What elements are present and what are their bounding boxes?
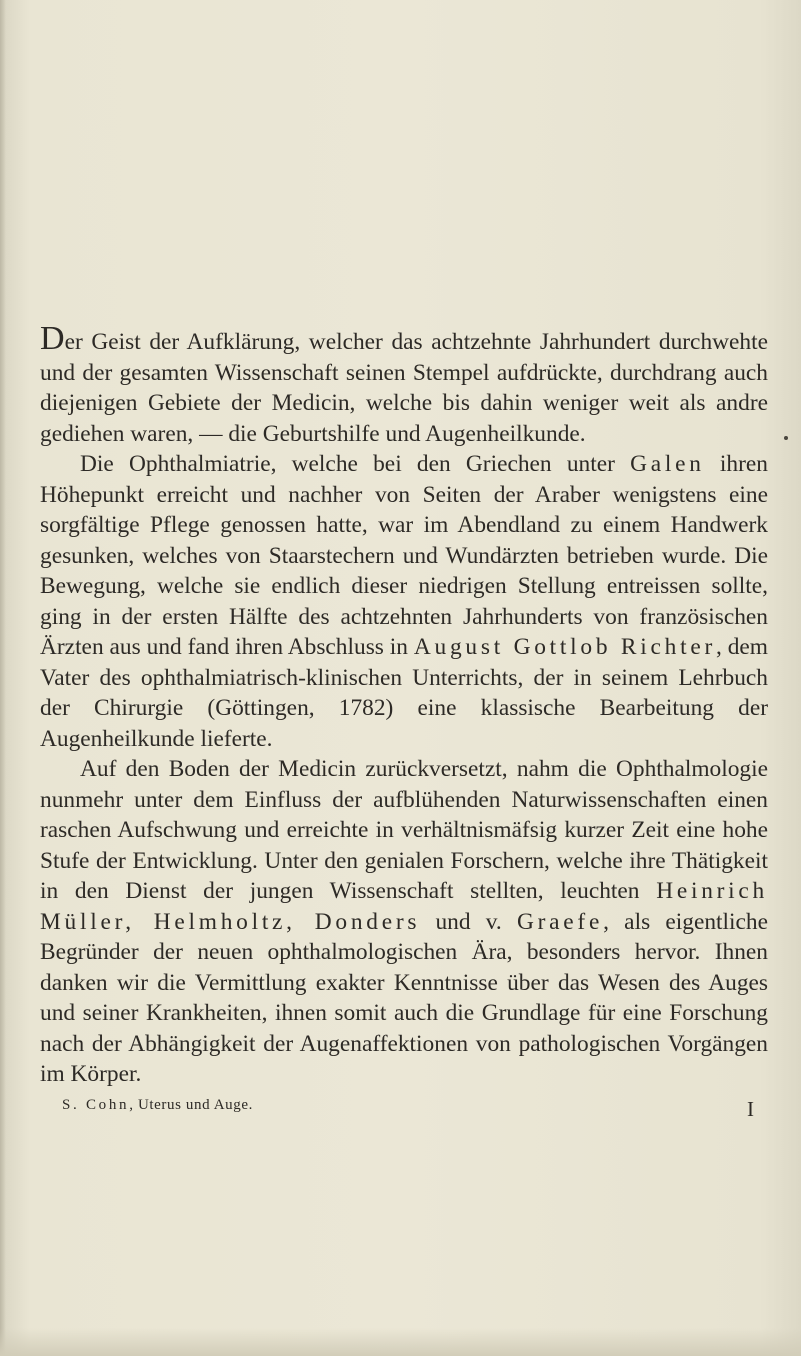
- footer-title: , Uterus und Auge.: [129, 1097, 253, 1113]
- drop-cap: D: [40, 320, 65, 357]
- name-graefe: Graefe: [517, 908, 604, 935]
- paragraph-2-part-3: , dem Vater des ophthalmiatrisch-klinischen Unterrichts, der in seinem Lehrbuch der Chirurgie (Göttingen, 1782) eine klassische Bearbeitung der Augenheilkunde lieferte.: [40, 634, 769, 752]
- body-text: [40, 320, 769, 1090]
- paragraph-2-part-2: ihren Höhepunkt erreicht und nachher von Seiten der Araber wenigstens eine sorgfältige Pflege genossen hatte, war im Abendland zu einem Handwerk gesunken, welches von Staarstechern und Wundärzten betrieben wurde. Die Bewegung, welche sie endlich dieser niedrigen Stellung entreissen sollte, ging in der ersten Hälfte des achtzehnten Jahrhunderts von französischen Ärzten aus und fand ihren Abschluss in: [40, 451, 768, 660]
- names-researchers: Heinrich Müller, Helmholtz, Donders: [40, 878, 768, 935]
- footer-author: S. Cohn: [62, 1097, 130, 1113]
- footer-citation: [62, 1097, 253, 1114]
- paragraph-1: [40, 320, 768, 449]
- ink-speck: [784, 436, 788, 440]
- name-galen: Galen: [630, 451, 705, 477]
- paragraph-3: [40, 754, 768, 1090]
- page-footer: [62, 1097, 768, 1121]
- page-edge-shadow: [0, 0, 6, 1356]
- paragraph-2: [40, 449, 768, 754]
- paragraph-3-part-1: Auf den Boden der Medicin zurückversetzt, nahm die Ophthalmologie nunmehr unter dem Einfluss der aufblühenden Naturwissenschaften einen raschen Aufschwung und erreichte in verhältnismäfsig kurzer Zeit eine hohe Stufe der Entwicklung. Unter den genialen Forschern, welche ihre Thätigkeit in den Dienst der jungen Wissenschaft stellten, leuchten: [40, 756, 768, 904]
- name-richter: August Gottlob Richter: [413, 634, 716, 660]
- paragraph-3-part-2: und v.: [420, 908, 518, 935]
- paragraph-1-text: er Geist der Aufklärung, welcher das achtzehnte Jahrhundert durchwehte und der gesamten Wissenschaft seinen Stempel aufdrückte, durchdrang auch diejenigen Gebiete der Medicin, welche bis dahin weniger weit als andre gediehen waren, — die Geburtshilfe und Augenheilkunde.: [40, 329, 768, 447]
- signature-mark: I: [747, 1097, 754, 1121]
- paragraph-3-part-3: , als eigentliche Begründer der neuen ophthalmologischen Ära, besonders hervor. Ihnen danken wir die Vermittlung exakter Kenntnisse über das Wesen des Auges und seiner Krankheiten, ihnen somit auch die Grundlage für eine Forschung nach der Abhängigkeit der Augenaffektionen von pathologischen Vorgängen im Körper.: [40, 908, 769, 1087]
- page-bottom-shadow: [0, 1328, 801, 1356]
- paragraph-2-part-1: Die Ophthalmiatrie, welche bei den Griechen unter: [80, 451, 631, 477]
